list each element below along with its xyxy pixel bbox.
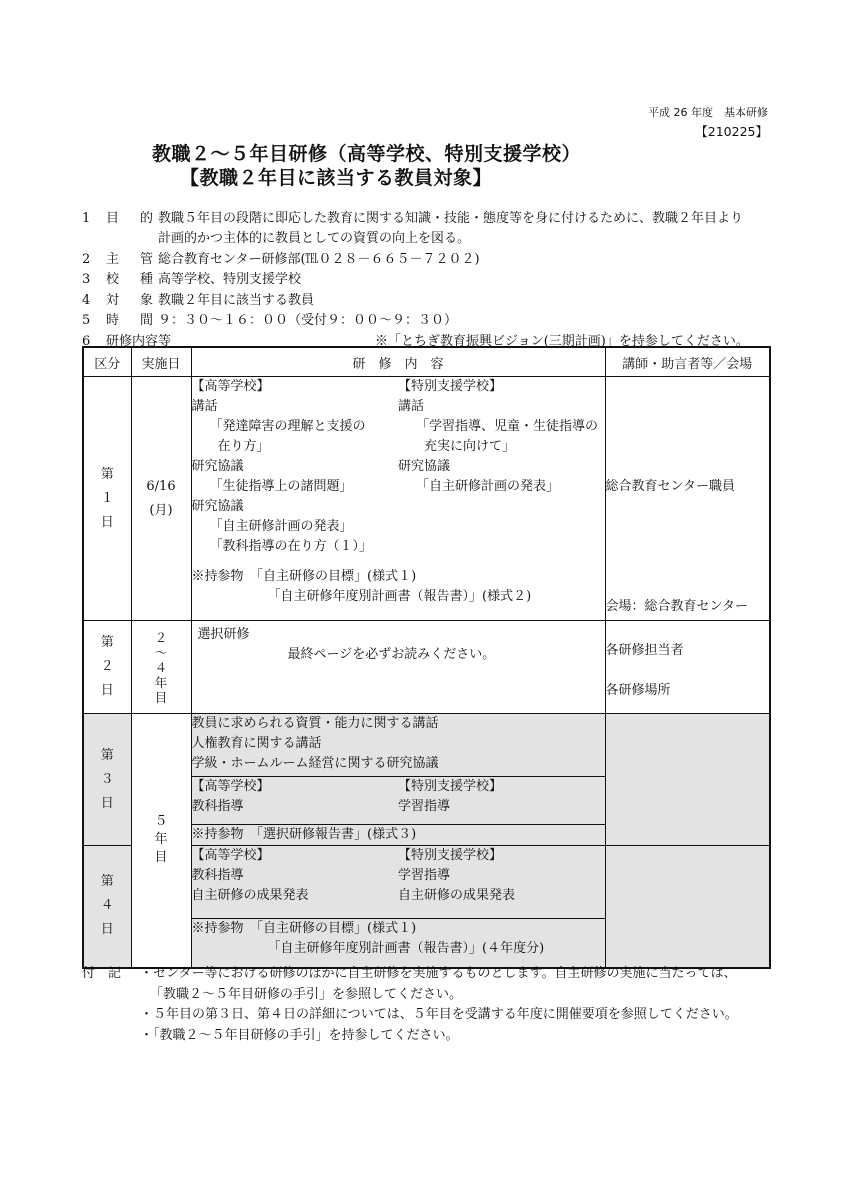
day1-venue: 会場：総合教育センター xyxy=(605,599,748,614)
day3-content xyxy=(191,714,605,846)
day3-label: 第 ３ 日 xyxy=(83,714,131,846)
info-item-purpose-cont: 計画的かつ主体的に教員としての資質の向上を図る。 xyxy=(158,231,471,246)
day4-special-school: 【特別支援学校】 学習指導 自主研修の成果発表 xyxy=(398,848,516,903)
info-item-school-type: 3 校 種高等学校、特別支援学校 xyxy=(82,272,302,287)
day2-label: 第 ２ 日 xyxy=(83,621,131,714)
day2-lecturer-cell xyxy=(605,621,770,714)
fiscal-year-label: 平成 26 年度 基本研修 xyxy=(648,106,768,119)
fuki-item-1-cont: 「教職２～５年目研修の手引」を参照してください。 xyxy=(150,987,463,1002)
day4-high-school: 【高等学校】 教科指導 自主研修の成果発表 xyxy=(191,848,309,903)
info-item-contents: 6 研修内容等 xyxy=(82,334,172,349)
day4-lecturer-cell xyxy=(605,846,770,968)
day3-lecturer-cell xyxy=(605,714,770,846)
page-subtitle: 【教職２年目に該当する教員対象】 xyxy=(180,167,493,189)
day2-content: 選択研修 最終ページを必ずお読みください。 xyxy=(191,621,605,714)
day1-special-school: 【特別支援学校】 講話 「学習指導、児童・生徒指導の 充実に向けて」 研究協議 「自主研修計画の発表」 xyxy=(398,379,599,494)
fuki-label: 付 記 xyxy=(82,966,122,981)
info-item-target: 4 対 象教職２年目に該当する教員 xyxy=(82,293,315,308)
table-row-day1 xyxy=(83,377,770,621)
header-lecturer: 講師・助言者等／会場 xyxy=(605,347,770,377)
info-item-time: 5 時 間９：３０～１６：００（受付９：００～９：３０） xyxy=(82,313,458,328)
fuki-item-1: ・センター等における研修のほかに自主研修を実施するものとします。自主研修の実施に当たっては、 xyxy=(140,966,737,981)
day1-label: 第 １ 日 xyxy=(83,377,131,621)
day2-date: ２ ～ ４ 年 目 xyxy=(131,621,191,714)
day4-content xyxy=(191,846,605,968)
day3-high-school: 【高等学校】 教科指導 xyxy=(192,777,399,825)
schedule-table xyxy=(82,346,771,969)
page-title: 教職２～５年目研修（高等学校、特別支援学校） xyxy=(152,143,582,165)
table-row-day2 xyxy=(83,621,770,714)
day1-lecturer: 総合教育センター職員 xyxy=(605,479,735,494)
day1-content xyxy=(191,377,605,621)
day2-lecturer: 各研修担当者 xyxy=(605,643,684,658)
day1-date: 6/16 (月) xyxy=(131,377,191,621)
day34-date: ５ 年 目 xyxy=(131,714,191,968)
header-category: 区分 xyxy=(83,347,131,377)
day2-venue: 各研修場所 xyxy=(605,683,671,698)
day1-high-school: 【高等学校】 講話 「発達障害の理解と支援の 在り方」 研究協議 「生徒指導上の諸問題」 研究協議 「自主研修計画の発表」 「教科指導の在り方（１）」 xyxy=(191,379,373,554)
day1-bring-items: ※持参物 「自主研修の目標」(様式１) 「自主研修年度別計画書（報告書）」(様式２) xyxy=(191,569,532,604)
day3-bring-items: ※持参物 「選択研修報告書」(様式３) xyxy=(192,825,605,846)
vision-note: ※「とちぎ教育振興ビジョン(三期計画)」を持参してください。 xyxy=(375,334,749,349)
table-header-row xyxy=(83,347,770,377)
day4-label: 第 ４ 日 xyxy=(83,846,131,968)
header-content: 研 修 内 容 xyxy=(191,347,605,377)
info-item-purpose: 1 目 的教職５年目の段階に即応した教育に関する知識・技能・態度等を身に付けるために、教職２年目より xyxy=(82,211,744,226)
table-row-day3 xyxy=(83,714,770,846)
fuki-item-2: ・５年目の第３日、第４日の詳細については、５年目を受講する年度に開催要項を参照してください。 xyxy=(140,1007,738,1022)
day3-special-school: 【特別支援学校】 学習指導 xyxy=(398,777,605,825)
day4-bring-items: ※持参物 「自主研修の目標」(様式１) 「自主研修年度別計画書（報告書）」(４年度分) xyxy=(192,918,605,959)
course-code: 【210225】 xyxy=(695,124,768,139)
day3-common: 教員に求められる資質・能力に関する講話 人権教育に関する講話 学級・ホームルーム経営に関する研究協議 xyxy=(191,716,439,771)
day1-lecturer-cell xyxy=(605,377,770,621)
fuki-item-3: ・「教職２～５年目研修の手引」を持参してください。 xyxy=(140,1028,459,1043)
header-date: 実施日 xyxy=(131,347,191,377)
info-item-organizer: 2 主 管総合教育センター研修部(℡０２８－６６５－７２０２) xyxy=(82,252,480,267)
